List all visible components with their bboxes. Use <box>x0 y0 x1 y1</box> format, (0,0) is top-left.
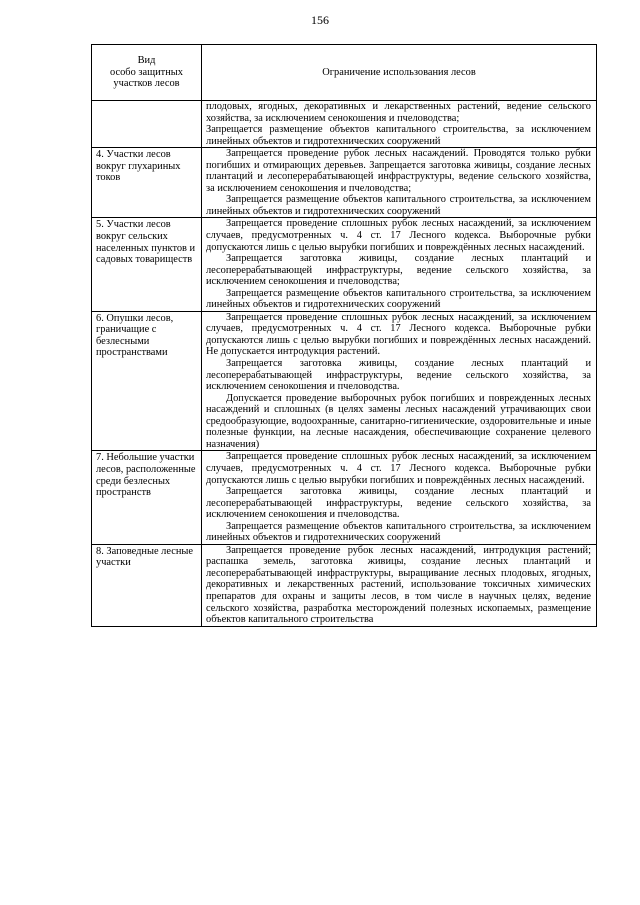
category-cell: 5. Участки лесов вокруг сельских населенных пунктов и садовых товариществ <box>92 218 202 311</box>
header-category-line: участков лесов <box>113 78 180 90</box>
restriction-paragraph: Запрещается размещение объектов капитального строительства, за исключением линейных объектов и гидротехнических сооружений <box>206 287 591 311</box>
restriction-paragraph: Запрещается проведение рубок лесных насаждений. Проводятся только рубки погибших и отмирающих деревьев. Запрещается заготовка живицы, создание лесных плантаций и лесоперерабатывающей инфраструктуры, ведение сельского хозяйства, за исключением сенокошения и пчеловодства; <box>206 148 591 194</box>
restriction-cell <box>202 218 597 311</box>
category-cell: 6. Опушки лесов, граничащие с безлесными пространствами <box>92 311 202 451</box>
restriction-paragraph: Запрещается размещение объектов капитального строительства, за исключением линейных объектов и гидротехнических сооружений <box>206 124 591 147</box>
restriction-paragraph: Запрещается размещение объектов капитального строительства, за исключением линейных объектов и гидротехнических сооружений <box>206 520 591 544</box>
header-category-line: особо защитных <box>110 66 183 78</box>
restriction-paragraph: Допускается проведение выборочных рубок погибших и поврежденных лесных насаждений и сплошных (в целях замены лесных насаждений утрачивающих свои средообразующие, водоохранные, санитарно-гигиенические, оздоровительные и иные полезные функции, на лесные насаждения, обеспечивающие сохранение целевого назначения) <box>206 392 591 450</box>
restriction-paragraph: Запрещается заготовка живицы, создание лесных плантаций и лесоперерабатывающей инфраструктуры, ведение сельского хозяйства, за исключением сенокошения и пчеловодства. <box>206 486 591 521</box>
forest-restrictions-table <box>91 44 597 627</box>
table-header-row <box>92 45 597 101</box>
restriction-paragraph: Запрещается проведение сплошных рубок лесных насаждений, за исключением случаев, предусмотренных ч. 4 ст. 17 Лесного кодекса. Выборочные рубки допускаются лишь с целью вырубки погибших и повреждённых лесных насаждений. <box>206 218 591 253</box>
table-row <box>92 101 597 148</box>
restriction-paragraph: Запрещается заготовка живицы, создание лесных плантаций и лесоперерабатывающей инфраструктуры, ведение сельского хозяйства, за исключением сенокошения и пчеловодства; <box>206 253 591 288</box>
table-row <box>92 148 597 218</box>
category-cell <box>92 101 202 148</box>
page-number: 156 <box>311 13 329 27</box>
restriction-cell <box>202 101 597 148</box>
table-row <box>92 311 597 451</box>
category-cell: 8. Заповедные лесные участки <box>92 544 202 626</box>
header-category <box>92 45 202 101</box>
header-restriction: Ограничение использования лесов <box>202 45 597 101</box>
restriction-paragraph: Запрещается проведение сплошных рубок лесных насаждений, за исключением случаев, предусмотренных ч. 4 ст. 17 Лесного кодекса. Выборочные рубки допускаются лишь с целью вырубки погибших и повреждённых лесных насаждений. Не допускается интродукция растений. <box>206 311 591 358</box>
restriction-cell <box>202 311 597 451</box>
restriction-paragraph: Запрещается проведение сплошных рубок лесных насаждений, за исключением случаев, предусмотренных ч. 4 ст. 17 Лесного кодекса. Выборочные рубки допускаются лишь с целью вырубки погибших и повреждённых лесных насаждений. <box>206 451 591 486</box>
restriction-paragraph: Запрещается проведение рубок лесных насаждений, интродукция растений; распашка земель, заготовка живицы, создание лесных плантаций и лесоперерабатывающей инфраструктуры, выращивание лесных плодовых, ягодных, декоративных и лекарственных растений, использование токсичных химических препаратов для охраны и защиты лесов, в том числе в научных целях, ведение сельского хозяйства, разработка месторождений полезных ископаемых, размещение объектов капитального строительства <box>206 544 591 626</box>
restriction-paragraph: плодовых, ягодных, декоративных и лекарственных растений, ведение сельского хозяйства, за исключением сенокошения и пчеловодства; <box>206 101 591 124</box>
table-row <box>92 544 597 626</box>
table-row <box>92 218 597 311</box>
header-category-line: Вид <box>137 55 156 67</box>
restriction-cell <box>202 544 597 626</box>
table-row <box>92 451 597 544</box>
restriction-paragraph: Запрещается заготовка живицы, создание лесных плантаций и лесоперерабатывающей инфраструктуры, ведение сельского хозяйства, за исключением сенокошения и пчеловодства. <box>206 358 591 393</box>
restriction-paragraph: Запрещается размещение объектов капитального строительства, за исключением линейных объектов и гидротехнических сооружений <box>206 194 591 217</box>
restriction-cell <box>202 148 597 218</box>
category-cell: 4. Участки лесов вокруг глухариных токов <box>92 148 202 218</box>
category-cell: 7. Небольшие участки лесов, расположенные среди безлесных пространств <box>92 451 202 544</box>
restriction-cell <box>202 451 597 544</box>
